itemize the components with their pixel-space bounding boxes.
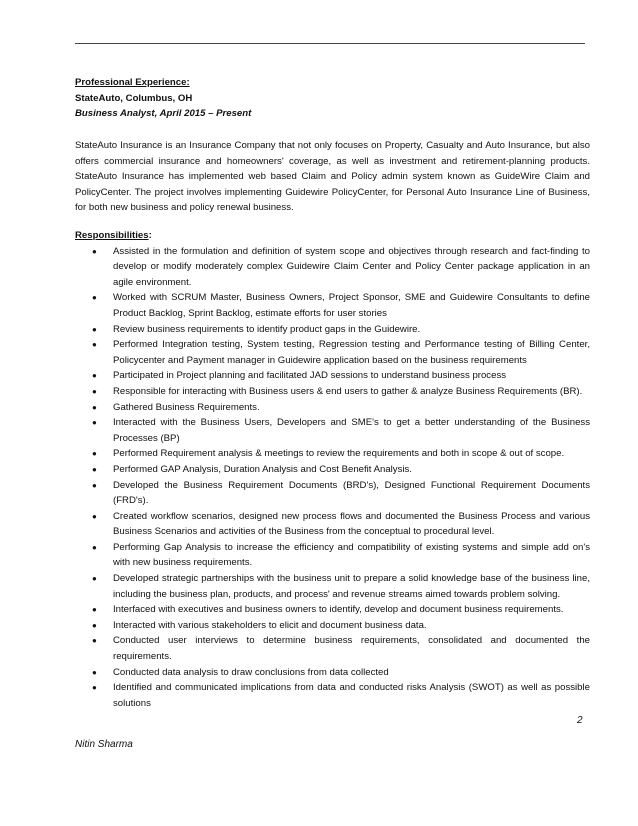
responsibility-item (75, 618, 590, 634)
company-summary: StateAuto Insurance is an Insurance Company that not only focuses on Property, Casualty and Auto Insurance, but also offers commercial insurance and homeowners' coverage, as well as investment and retirement-planning products. StateAuto Insurance has implemented web based Claim and Policy admin system known as GuideWire Claim and PolicyCenter. The project involves implementing Guidewire PolicyCenter, for Personal Auto Insurance Line of Business, for both new business and policy renewal business. (75, 140, 590, 214)
bullet-icon: ● (92, 605, 97, 615)
responsibility-item (75, 400, 590, 416)
responsibility-item (75, 478, 590, 509)
bullet-icon: ● (92, 636, 97, 646)
responsibility-item (75, 322, 590, 338)
role-line: Business Analyst, April 2015 – Present (75, 108, 252, 120)
responsibilities-section (75, 228, 590, 711)
responsibilities-colon: : (148, 230, 152, 241)
bullet-icon: ● (92, 386, 97, 396)
footer-name: Nitin Sharma (75, 739, 133, 750)
bullet-icon: ● (92, 246, 97, 256)
responsibility-text: Participated in Project planning and facilitated JAD sessions to understand business process (113, 370, 507, 382)
responsibility-text: Interfaced with executives and business owners to identify, develop and document business requirements. (113, 604, 564, 616)
bullet-icon: ● (92, 542, 97, 552)
responsibility-text: Conducted user interviews to determine business requirements, consolidated and documented the requirements. (113, 635, 590, 663)
responsibility-item (75, 509, 590, 540)
responsibility-item (75, 446, 590, 462)
responsibility-text: Identified and communicated implications from data and conducted risks Analysis (SWOT) as well as possible solutions (113, 682, 590, 709)
bullet-icon: ● (92, 574, 97, 584)
responsibility-text: Worked with SCRUM Master, Business Owners, Project Sponsor, SME and Guidewire Consultants to define Product Backlog, Sprint Backlog, estimate efforts for user stories (113, 292, 590, 319)
bullet-icon: ● (92, 418, 97, 428)
bullet-icon: ● (92, 683, 97, 693)
experience-header (75, 75, 590, 122)
bullet-icon: ● (92, 293, 97, 303)
responsibility-item (75, 415, 590, 446)
responsibilities-title: Responsibilities (75, 230, 149, 241)
bullet-icon: ● (92, 402, 97, 412)
section-title: Professional Experience: (75, 77, 190, 88)
responsibility-text: Performed Integration testing, System testing, Regression testing and Performance testing of Billing Center, Policycenter and Payment manager in Guidewire application based on the business requirements (113, 339, 590, 366)
responsibility-item (75, 602, 590, 618)
responsibility-text: Conducted data analysis to draw conclusions from data collected (113, 666, 389, 678)
bullet-icon: ● (92, 340, 97, 350)
responsibility-text: Gathered Business Requirements. (113, 401, 260, 413)
responsibility-item (75, 462, 590, 478)
responsibility-item (75, 571, 590, 602)
bullet-icon: ● (92, 511, 97, 521)
bullet-icon: ● (92, 371, 97, 381)
responsibility-text: Performing Gap Analysis to increase the efficiency and compatibility of existing systems and simple add on's with new business requirements. (113, 541, 590, 569)
responsibility-item (75, 384, 590, 400)
responsibilities-list (75, 244, 590, 712)
responsibility-item (75, 633, 590, 664)
responsibility-item (75, 680, 590, 711)
responsibility-item (75, 244, 590, 291)
company-line: StateAuto, Columbus, OH (75, 92, 193, 104)
responsibility-text: Interacted with the Business Users, Developers and SME's to get a better understanding of the Business Processes (BP) (113, 417, 590, 444)
responsibility-item (75, 368, 590, 384)
bullet-icon: ● (92, 464, 97, 474)
responsibility-text: Developed the Business Requirement Documents (BRD's), Designed Functional Requirement Documents (FRD's). (113, 479, 590, 507)
responsibility-item (75, 540, 590, 571)
responsibility-item (75, 337, 590, 368)
responsibility-text: Responsible for interacting with Business users & end users to gather & analyze Business Requirements (BR). (113, 385, 583, 397)
responsibility-text: Created workflow scenarios, designed new process flows and documented the Business Process and various Business Scenarios and activities of the Business from the conceptual to procedural level. (113, 510, 590, 538)
responsibility-text: Developed strategic partnerships with the business unit to prepare a solid knowledge base of the business line, including the business plan, products, and process' and revenue streams aimed towards problem solving. (113, 573, 590, 600)
bullet-icon: ● (92, 620, 97, 630)
bullet-icon: ● (92, 667, 97, 677)
bullet-icon: ● (92, 324, 97, 334)
top-rule (75, 43, 585, 44)
responsibility-text: Interacted with various stakeholders to elicit and document business data. (113, 619, 427, 631)
responsibility-text: Review business requirements to identify product gaps in the Guidewire. (113, 323, 421, 335)
page-number: 2 (577, 715, 583, 726)
responsibility-text: Assisted in the formulation and definition of system scope and objectives through research and fact-finding to develop or modify moderately complex Guidewire Claim Center and Policy Center package application in an agile environment. (113, 245, 590, 288)
responsibility-item (75, 290, 590, 321)
responsibility-text: Performed Requirement analysis & meetings to review the requirements and both in scope & out of scope. (113, 448, 565, 460)
responsibility-item (75, 665, 590, 681)
bullet-icon: ● (92, 449, 97, 459)
bullet-icon: ● (92, 480, 97, 490)
responsibility-text: Performed GAP Analysis, Duration Analysis and Cost Benefit Analysis. (113, 463, 412, 475)
